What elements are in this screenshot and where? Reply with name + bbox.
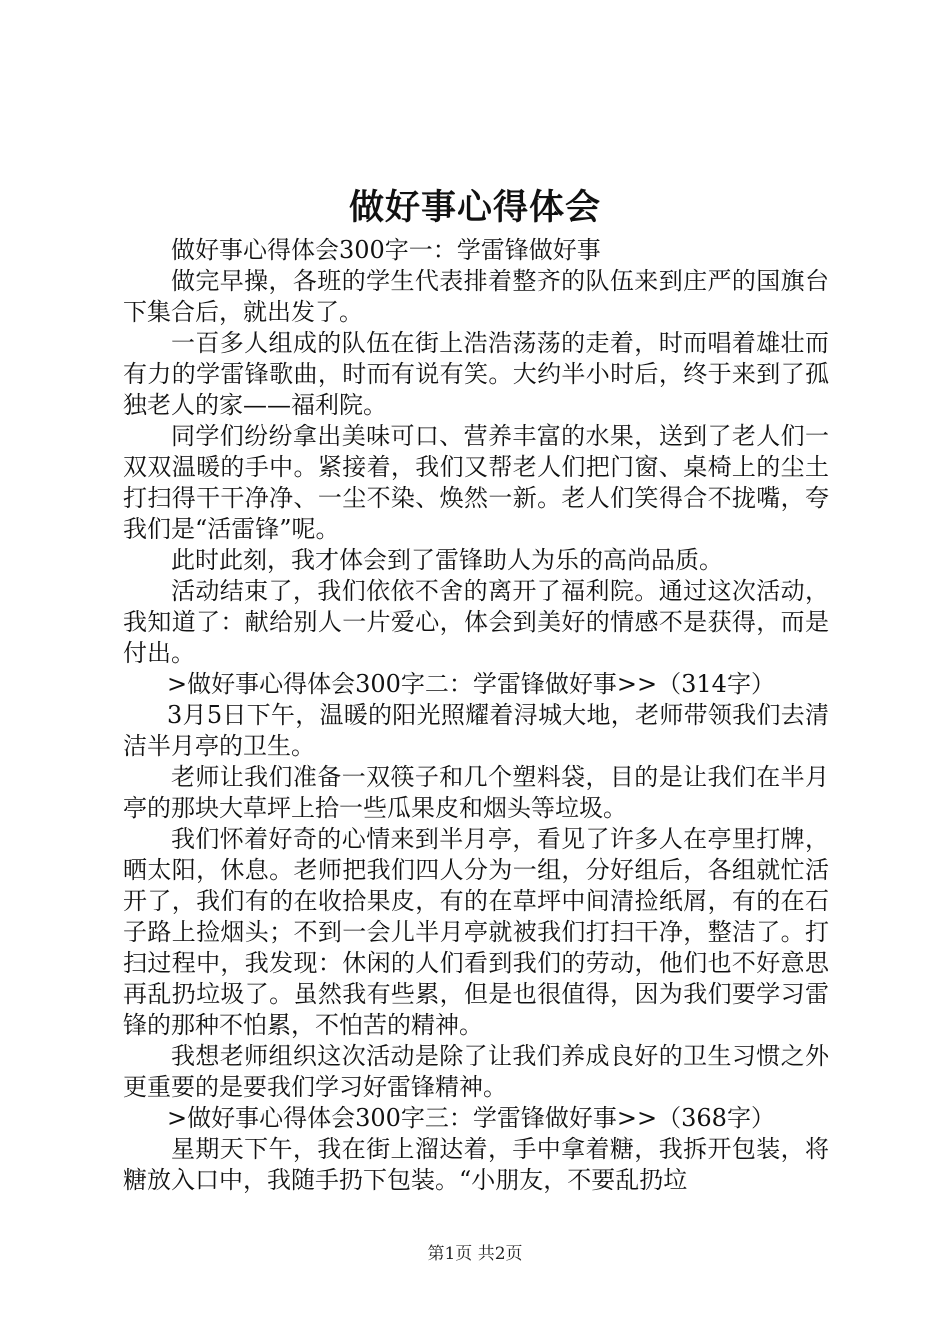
paragraph: 星期天下午，我在街上溜达着，手中拿着糖，我拆开包装，将糖放入口中，我随手扔下包装。“小朋友，不要乱扔垃 <box>123 1135 829 1194</box>
document-title: 做好事心得体会 <box>348 187 601 228</box>
section-link-3[interactable]: >做好事心得体会300字三：学雷锋做好事>>（368字） <box>167 1104 775 1132</box>
section-heading-1: 做好事心得体会300字一：学雷锋做好事 <box>171 236 601 264</box>
document-body <box>123 235 829 1196</box>
page-number-footer: 第1页 共2页 <box>427 1244 523 1264</box>
paragraph: 老师让我们准备一双筷子和几个塑料袋，目的是让我们在半月亭的那块大草坪上拾一些瓜果皮和烟头等垃圾。 <box>123 763 829 822</box>
paragraph: 一百多人组成的队伍在街上浩浩荡荡的走着，时而唱着雄壮而有力的学雷锋歌曲，时而有说有笑。大约半小时后，终于来到了孤独老人的家——福利院。 <box>123 329 829 419</box>
paragraph: 同学们纷纷拿出美味可口、营养丰富的水果，送到了老人们一双双温暖的手中。紧接着，我们又帮老人们把门窗、桌椅上的尘土打扫得干干净净、一尘不染、焕然一新。老人们笑得合不拢嘴，夸我们是“活雷锋”呢。 <box>123 422 829 543</box>
paragraph: 活动结束了，我们依依不舍的离开了福利院。通过这次活动，我知道了：献给别人一片爱心，体会到美好的情感不是获得，而是付出。 <box>123 577 829 667</box>
paragraph: 做完早操，各班的学生代表排着整齐的队伍来到庄严的国旗台下集合后，就出发了。 <box>123 267 829 326</box>
paragraph: 我想老师组织这次活动是除了让我们养成良好的卫生习惯之外更重要的是要我们学习好雷锋精神。 <box>123 1042 829 1101</box>
paragraph: 此时此刻，我才体会到了雷锋助人为乐的高尚品质。 <box>171 546 723 574</box>
paragraph: 3月5日下午，温暖的阳光照耀着浔城大地，老师带领我们去清洁半月亭的卫生。 <box>123 701 829 760</box>
section-link-2[interactable]: >做好事心得体会300字二：学雷锋做好事>>（314字） <box>167 670 775 698</box>
paragraph: 我们怀着好奇的心情来到半月亭，看见了许多人在亭里打牌，晒太阳，休息。老师把我们四人分为一组，分好组后，各组就忙活开了，我们有的在收拾果皮，有的在草坪中间清捡纸屑，有的在石子路上捡烟头；不到一会儿半月亭就被我们打扫干净，整洁了。打扫过程中，我发现：休闲的人们看到我们的劳动，他们也不好意思再乱扔垃圾了。虽然我有些累，但是也很值得，因为我们要学习雷锋的那种不怕累，不怕苦的精神。 <box>123 825 829 1039</box>
